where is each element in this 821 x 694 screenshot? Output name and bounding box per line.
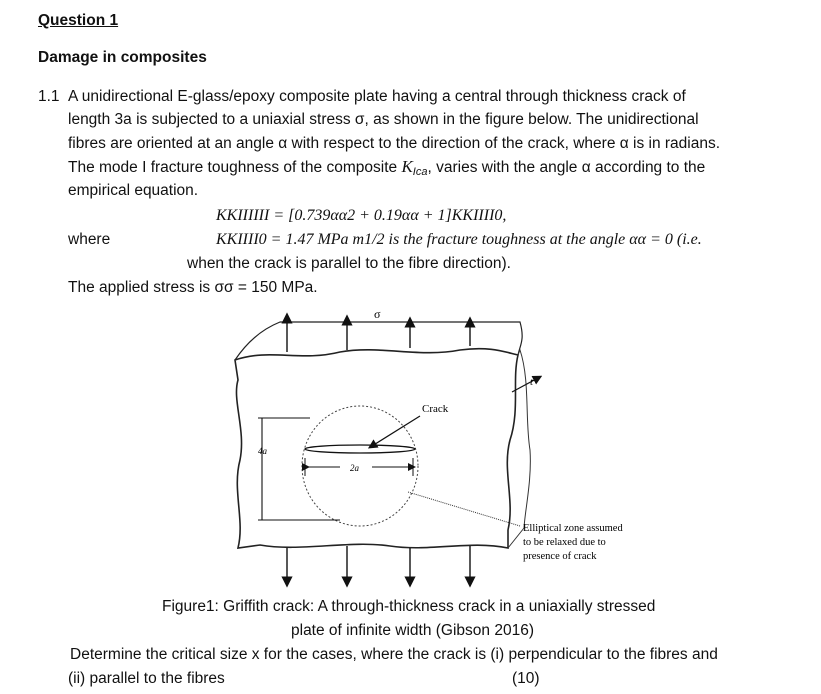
crack: [305, 445, 415, 453]
empirical-equation: KKIIIIII = [0.739αα2 + 0.19αα + 1]KKIIII0,: [216, 207, 507, 224]
dim-4a-label: 4a: [258, 446, 267, 456]
fracture-toughness-subscript: Ica: [412, 166, 428, 178]
plate-outline: [235, 349, 518, 548]
elliptical-relaxed-zone: [302, 406, 418, 526]
where-label: where: [68, 231, 111, 248]
task-line-2: (ii) parallel to the fibres: [68, 670, 225, 687]
dim-2a-label: 2a: [350, 463, 359, 473]
item-number: 1.1: [38, 88, 60, 105]
zone-label-line-1: Elliptical zone assumed: [523, 523, 623, 534]
zone-leader: [408, 492, 520, 526]
section-title: Damage in composites: [38, 49, 207, 66]
reference-toughness-note: when the crack is parallel to the fibre direction).: [187, 255, 511, 272]
sigma-label: σ: [374, 307, 381, 321]
thickness-label: t: [530, 376, 534, 388]
paragraph-line-4-tail: , varies with the angle α according to the: [427, 159, 706, 176]
zone-label-line-2: to be relaxed due to: [523, 537, 606, 548]
marks: (10): [512, 670, 540, 687]
paragraph-line-2: length 3a is subjected to a uniaxial stress σ, as shown in the figure below. The unidirectional: [68, 111, 699, 128]
figure-caption-line-1: Figure1: Griffith crack: A through-thickness crack in a uniaxially stressed: [162, 598, 656, 615]
fracture-toughness-symbol: K: [401, 157, 413, 176]
paragraph-line-5: empirical equation.: [68, 182, 199, 199]
applied-stress: The applied stress is σσ = 150 MPa.: [68, 279, 318, 296]
crack-label: Crack: [422, 403, 449, 415]
plate-side-face: [508, 350, 530, 548]
paragraph-line-1: A unidirectional E-glass/epoxy composite plate having a central through thickness crack of: [68, 88, 686, 105]
paragraph-line-3: fibres are oriented at an angle α with respect to the direction of the crack, where α is in radians.: [68, 135, 721, 152]
task-line-1: Determine the critical size x for the cases, where the crack is (i) perpendicular to the fibres and: [70, 646, 718, 663]
figure-caption-line-2: plate of infinite width (Gibson 2016): [291, 622, 534, 639]
zone-label-line-3: presence of crack: [523, 551, 597, 562]
question-heading: Question 1: [38, 12, 119, 29]
reference-toughness-equation: KKIIII0 = 1.47 MPa m1/2 is the fracture toughness at the angle αα = 0 (i.e.: [216, 231, 702, 248]
paragraph-line-4-text: The mode I fracture toughness of the composite: [68, 159, 398, 176]
